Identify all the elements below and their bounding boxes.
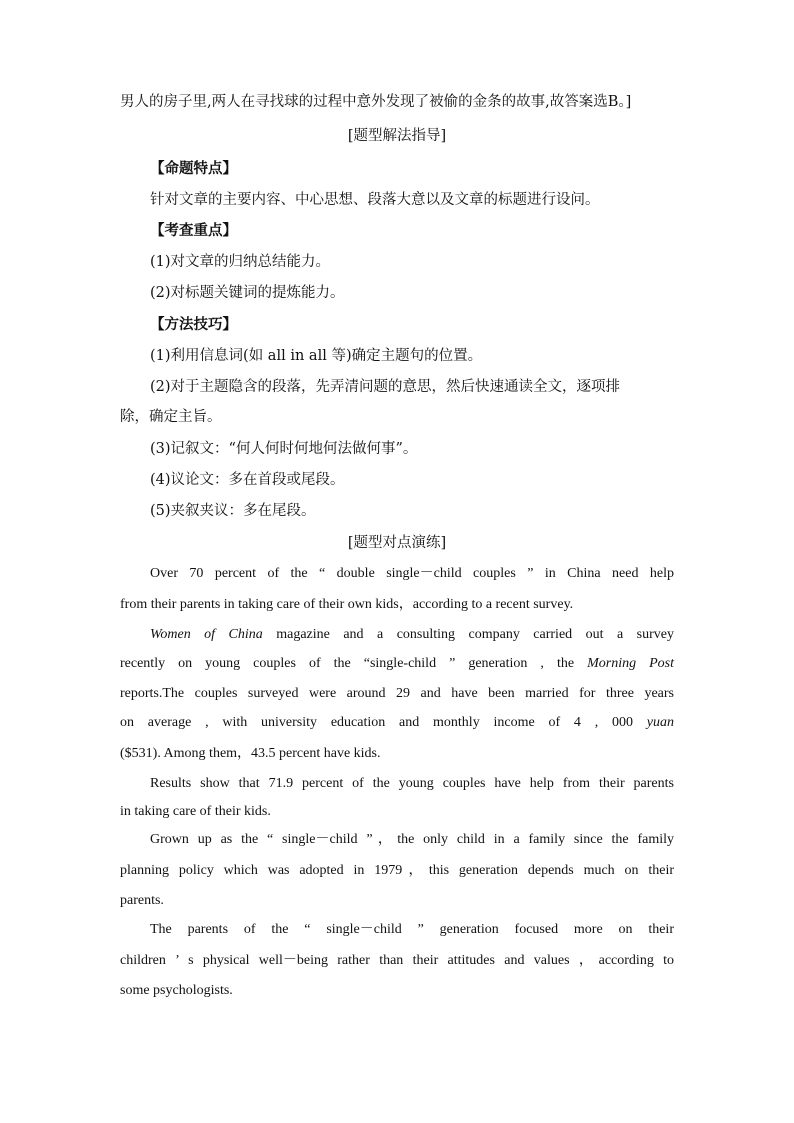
text-line: (2)对标题关键词的提炼能力。 xyxy=(150,285,345,301)
passage-line: in taking care of their kids. xyxy=(120,804,271,819)
section-heading: [题型解法指导] xyxy=(347,128,447,144)
subheading: 【考查重点】 xyxy=(150,222,237,239)
text-line: 针对文章的主要内容、中心思想、段落大意以及文章的标题进行设问。 xyxy=(150,192,600,208)
passage-line xyxy=(120,713,674,733)
passage-line: planning policy which was adopted in 1979，this generation depends much on their xyxy=(120,863,674,878)
subheading: 【方法技巧】 xyxy=(150,316,237,333)
text-line: (5)夹叙夹议：多在尾段。 xyxy=(150,503,316,519)
text-line: (1)对文章的归纳总结能力。 xyxy=(150,254,331,270)
passage-text: on average , with university education and monthly income of 4 , 000 xyxy=(120,715,647,730)
magazine-name: Women of China xyxy=(150,627,263,642)
passage-line: reports.The couples surveyed were around 29 and have been married for three years xyxy=(120,686,674,701)
currency-word: yuan xyxy=(646,715,674,730)
passage-line xyxy=(120,625,674,645)
text-line: (1)利用信息词(如 all in all 等)确定主题句的位置。 xyxy=(150,348,483,364)
passage-line: The parents of the “ single－child ” generation focused more on their xyxy=(150,922,674,937)
text-line: 男人的房子里,两人在寻找球的过程中意外发现了被偷的金条的故事,故答案选B。] xyxy=(120,94,632,110)
newspaper-name: Morning Post xyxy=(587,656,675,671)
passage-line: Results show that 71.9 percent of the young couples have help from their parents xyxy=(150,776,674,791)
text-line: 除，确定主旨。 xyxy=(120,409,222,425)
passage-text: recently on young couples of the “single-child ” generation , the xyxy=(120,656,588,671)
passage-line: Over 70 percent of the “ double single－child couples ” in China need help xyxy=(150,566,674,581)
text-line: (4)议论文：多在首段或尾段。 xyxy=(150,472,345,488)
passage-line: some psychologists. xyxy=(120,983,233,998)
passage-line: from their parents in taking care of their own kids，according to a recent survey. xyxy=(120,597,574,612)
passage-line: parents. xyxy=(120,893,164,908)
passage-line xyxy=(120,654,674,674)
section-heading: [题型对点演练] xyxy=(347,535,447,551)
passage-line: Grown up as the “ single－child ”，the only child in a family since the family xyxy=(150,832,674,847)
text-line: (3)记叙文：“何人何时何地何法做何事”。 xyxy=(150,441,418,457)
passage-text: magazine and a consulting company carried out a survey xyxy=(262,627,674,642)
subheading: 【命题特点】 xyxy=(150,160,237,177)
passage-line: ($531). Among them，43.5 percent have kids. xyxy=(120,746,381,761)
passage-line: children ’ s physical well－being rather than their attitudes and values ，according to xyxy=(120,953,674,968)
text-line: (2)对于主题隐含的段落，先弄清问题的意思，然后快速通读全文，逐项排 xyxy=(150,379,621,395)
